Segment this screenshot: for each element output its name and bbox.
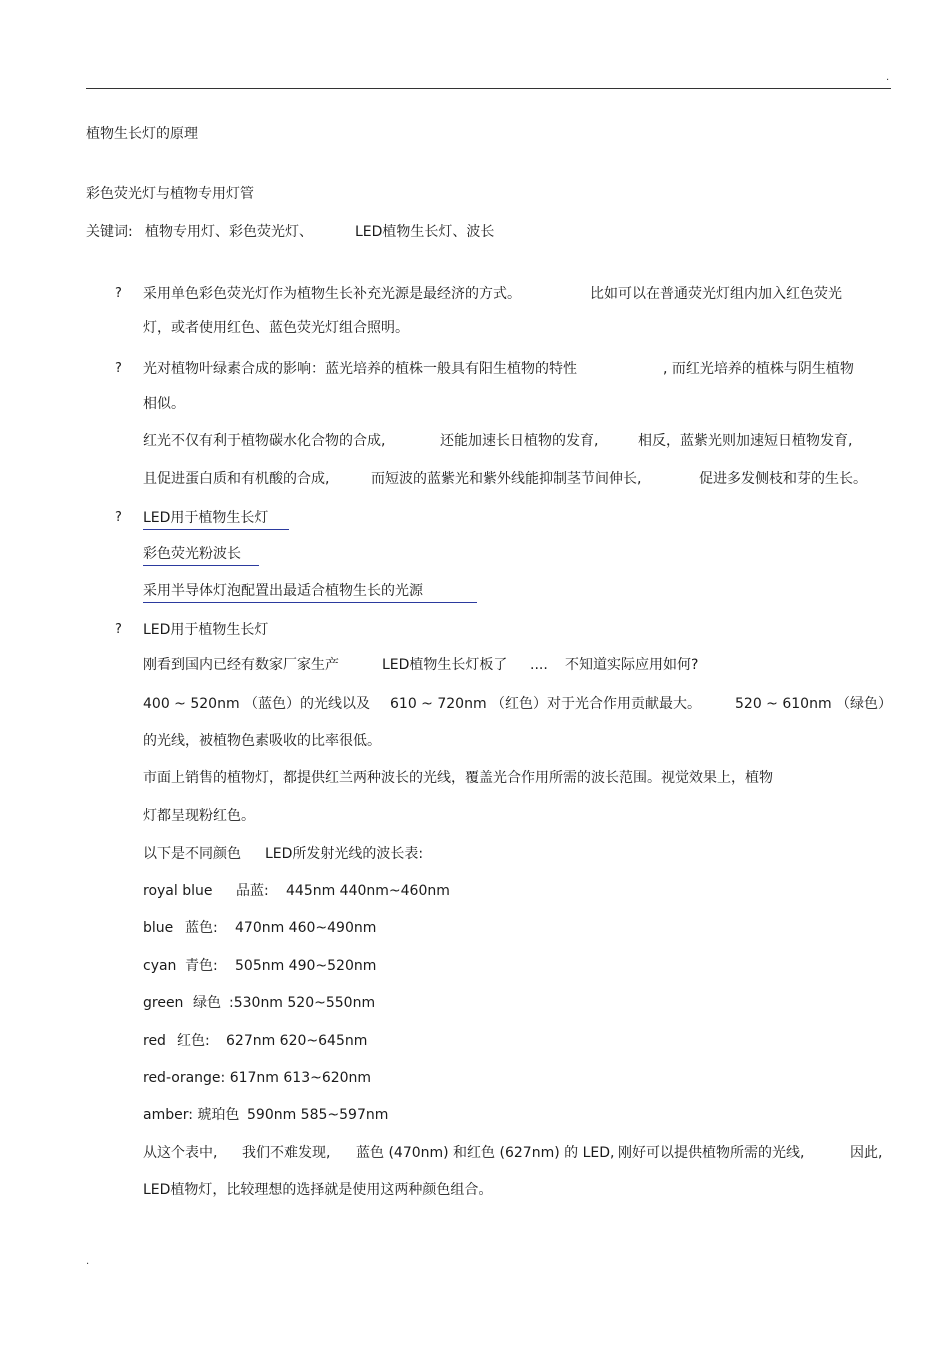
b2-line4a: 且促进蛋白质和有机酸的合成, <box>143 471 330 487</box>
footer-dot: . <box>86 1256 90 1267</box>
b2-line4c: 促进多发侧枝和芽的生长。 <box>699 471 867 487</box>
keywords-label: 关键词: <box>86 224 133 240</box>
header-corner-dot: . <box>886 72 890 83</box>
b4-p3b: 灯都呈现粉红色。 <box>143 808 255 824</box>
doc-subtitle: 彩色荧光灯与植物专用灯管 <box>86 186 254 202</box>
b4-p2d: 的光线，被植物色素吸收的比率很低。 <box>143 733 381 749</box>
b4-p2c: 520 ~ 610nm （绿色） <box>735 696 893 712</box>
wl-royal-blue-en: royal blue <box>143 883 213 899</box>
wl-blue-val: 470nm 460~490nm <box>235 920 377 936</box>
wl-red-orange: red-orange: 617nm 613~620nm <box>143 1070 372 1086</box>
b4-p2a: 400 ~ 520nm （蓝色）的光线以及 <box>143 696 371 712</box>
bullet-2: ? <box>115 361 122 376</box>
b2-line3b: 还能加速长日植物的发育, <box>440 433 599 449</box>
wl-blue-cn: 蓝色: <box>185 920 218 936</box>
bullet-4: ? <box>115 622 122 637</box>
wl-cyan-val: 505nm 490~520nm <box>235 958 377 974</box>
wl-cyan-cn: 青色: <box>185 958 218 974</box>
b4-p1c: .... <box>530 657 548 673</box>
keywords-part2: LED植物生长灯、波长 <box>355 224 495 240</box>
b4-c1d: 刚好可以提供植物所需的光线, <box>618 1145 805 1161</box>
b2-line4b: 而短波的蓝紫光和紫外线能抑制茎节间伸长, <box>371 471 642 487</box>
wl-red-val: 627nm 620~645nm <box>226 1033 368 1049</box>
b4-p3a: 市面上销售的植物灯，都提供红兰两种波长的光线，覆盖光合作用所需的波长范围。视觉效果上，植物 <box>143 770 773 786</box>
b2-line3c: 相反，蓝紫光则加速短日植物发育, <box>638 433 853 449</box>
wl-blue-en: blue <box>143 920 174 936</box>
b2-line1a: 光对植物叶绿素合成的影响：蓝光培养的植株一般具有阳生植物的特性 <box>143 361 577 377</box>
b4-c1a: 从这个表中, <box>143 1145 218 1161</box>
b4-p1b: LED植物生长灯板了 <box>382 657 508 673</box>
keywords-part1: 植物专用灯、彩色荧光灯、 <box>145 224 313 240</box>
wl-cyan-en: cyan <box>143 958 177 974</box>
b2-line3a: 红光不仅有利于植物碳水化合物的合成, <box>143 433 386 449</box>
b1-line2: 灯，或者使用红色、蓝色荧光灯组合照明。 <box>143 320 409 336</box>
b1-line1a: 采用单色彩色荧光灯作为植物生长补充光源是最经济的方式。 <box>143 286 521 302</box>
wl-amber-val: 590nm 585~597nm <box>247 1107 389 1123</box>
doc-title: 植物生长灯的原理 <box>86 126 198 142</box>
b4-p1d: 不知道实际应用如何? <box>565 657 699 673</box>
header-rule <box>86 88 891 89</box>
wl-green-cn: 绿色 <box>193 995 221 1011</box>
b4-heading: LED用于植物生长灯 <box>143 622 269 638</box>
wl-green-en: green <box>143 995 184 1011</box>
b2-line1b: , 而红光培养的植株与阴生植物 <box>663 361 854 377</box>
b4-p4a: 以下是不同颜色 <box>143 846 241 862</box>
wl-red-en: red <box>143 1033 166 1049</box>
link-led-plant-light[interactable]: LED用于植物生长灯 <box>143 509 289 530</box>
b4-p4b: LED所发射光线的波长表: <box>265 846 424 862</box>
b4-p1a: 刚看到国内已经有数家厂家生产 <box>143 657 339 673</box>
b4-c1e: 因此, <box>850 1145 883 1161</box>
wl-red-cn: 红色: <box>177 1033 210 1049</box>
bullet-3: ? <box>115 510 122 525</box>
b2-line2: 相似。 <box>143 396 185 412</box>
b4-c1b: 我们不难发现, <box>242 1145 331 1161</box>
b4-c2: LED植物灯，比较理想的选择就是使用这两种颜色组合。 <box>143 1182 493 1198</box>
b4-c1c: 蓝色 (470nm) 和红色 (627nm) 的 LED, <box>356 1145 615 1161</box>
wl-green-val: :530nm 520~550nm <box>229 995 376 1011</box>
wl-royal-blue-val: 445nm 440nm~460nm <box>286 883 450 899</box>
wl-royal-blue-cn: 品蓝: <box>236 883 269 899</box>
link-semiconductor-light-source[interactable]: 采用半导体灯泡配置出最适合植物生长的光源 <box>143 582 477 603</box>
b4-p2b: 610 ~ 720nm （红色）对于光合作用贡献最大。 <box>390 696 702 712</box>
bullet-1: ? <box>115 286 122 301</box>
b1-line1b: 比如可以在普通荧光灯组内加入红色荧光 <box>590 286 842 302</box>
link-fluorescent-wavelength[interactable]: 彩色荧光粉波长 <box>143 545 259 566</box>
wl-amber-en: amber: 琥珀色 <box>143 1107 240 1123</box>
